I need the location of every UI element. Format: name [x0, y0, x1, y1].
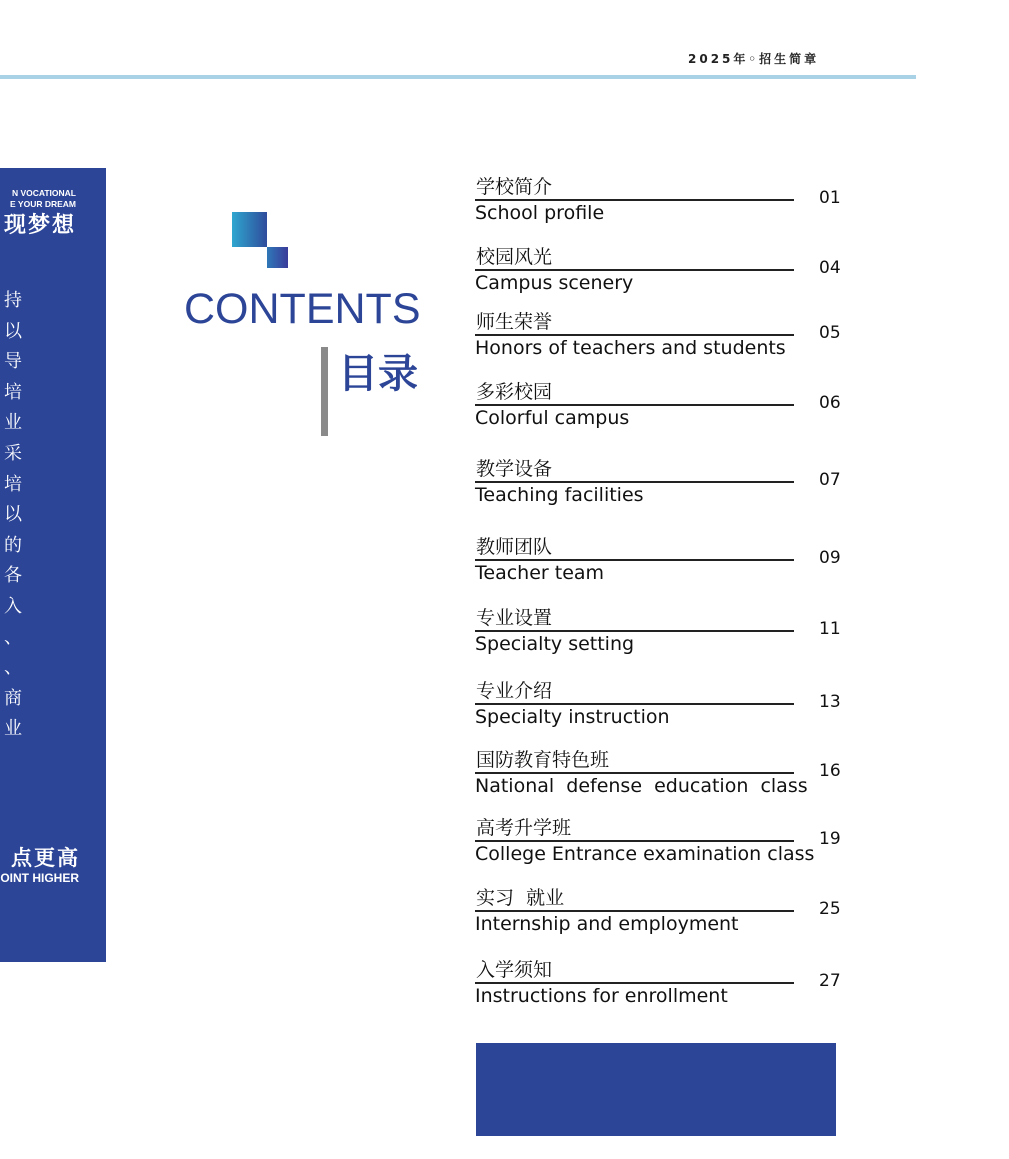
toc-entry-page: 04 — [819, 258, 841, 278]
bottom-color-block — [476, 1043, 836, 1136]
side-char: 导 — [4, 351, 22, 373]
toc-entry-chinese: 校园风光 — [476, 246, 553, 268]
toc-entry-page: 09 — [819, 548, 841, 568]
logo-small-square-icon — [267, 247, 288, 268]
side-char: 入 — [4, 595, 22, 617]
toc-entry-english: Internship and employment — [475, 913, 739, 935]
side-char: 培 — [4, 381, 22, 403]
side-bottom-slogan-chinese: 点更高 — [11, 846, 80, 870]
toc-entry-chinese: 师生荣誉 — [476, 311, 553, 333]
toc-entry-english: National defense education class — [475, 775, 808, 797]
toc-entry-english: Teaching facilities — [475, 484, 644, 506]
toc-entry-teaching-facilities[interactable] — [475, 454, 855, 518]
side-char: 、 — [4, 626, 22, 648]
toc-entry-page: 05 — [819, 323, 841, 343]
toc-entry-page: 13 — [819, 692, 841, 712]
side-slogan-english — [10, 188, 76, 210]
toc-entry-page: 01 — [819, 188, 841, 208]
toc-entry-page: 19 — [819, 829, 841, 849]
side-slogan-chinese: 现梦想 — [3, 213, 76, 238]
toc-entry-english: Campus scenery — [475, 272, 634, 294]
toc-entry-english: Instructions for enrollment — [475, 985, 728, 1007]
toc-entry-english: College Entrance examination class — [475, 843, 815, 865]
toc-entry-school-profile[interactable] — [475, 172, 855, 236]
toc-entry-teacher-team[interactable] — [475, 532, 855, 596]
toc-entry-page: 06 — [819, 393, 841, 413]
side-bottom-slogan-english: OINT HIGHER — [0, 871, 79, 885]
toc-entry-chinese: 专业介绍 — [476, 680, 553, 702]
contents-title-bar — [321, 347, 328, 436]
toc-entry-chinese: 教学设备 — [476, 458, 553, 480]
toc-entry-rule — [475, 481, 794, 483]
header-rule — [0, 75, 916, 79]
logo-square-icon — [232, 212, 267, 247]
toc-entry-page: 16 — [819, 761, 841, 781]
toc-entry-colorful-campus[interactable] — [475, 377, 855, 441]
toc-entry-chinese: 学校简介 — [476, 176, 553, 198]
side-char: 以 — [4, 320, 22, 342]
toc-entry-rule — [475, 840, 794, 842]
toc-entry-rule — [475, 199, 794, 201]
toc-entry-rule — [475, 772, 794, 774]
contents-title-chinese: 目录 — [338, 351, 418, 397]
toc-entry-rule — [475, 334, 794, 336]
toc-entry-english: Honors of teachers and students — [475, 337, 786, 359]
toc-entry-chinese: 教师团队 — [476, 536, 553, 558]
toc-entry-chinese: 专业设置 — [476, 607, 553, 629]
toc-entry-national-defense[interactable] — [475, 745, 855, 809]
side-char: 的 — [4, 534, 22, 556]
toc-entry-internship[interactable] — [475, 883, 855, 947]
toc-entry-chinese: 入学须知 — [476, 959, 553, 981]
toc-entry-english: Colorful campus — [475, 407, 630, 429]
toc-entry-rule — [475, 982, 794, 984]
toc-entry-chinese: 高考升学班 — [476, 817, 572, 839]
side-slogan-english-line-2: E YOUR DREAM — [10, 199, 76, 209]
toc-entry-rule — [475, 404, 794, 406]
toc-entry-honors[interactable] — [475, 307, 855, 371]
contents-title-english: CONTENTS — [184, 285, 421, 333]
toc-entry-page: 11 — [819, 619, 841, 639]
toc-entry-english: Teacher team — [475, 562, 605, 584]
side-panel — [0, 168, 106, 962]
toc-entry-page: 27 — [819, 971, 841, 991]
side-char: 业 — [4, 412, 22, 434]
toc-entry-rule — [475, 703, 794, 705]
side-vertical-text — [2, 286, 24, 745]
toc-entry-rule — [475, 559, 794, 561]
toc-entry-specialty-instruction[interactable] — [475, 676, 855, 740]
toc-entry-chinese: 国防教育特色班 — [476, 749, 610, 771]
toc-entry-chinese: 实习 就业 — [476, 887, 565, 909]
side-slogan-english-line-1: N VOCATIONAL — [11, 188, 76, 198]
toc-entry-campus-scenery[interactable] — [475, 242, 855, 306]
side-char: 、 — [4, 657, 22, 679]
side-char: 各 — [4, 565, 22, 587]
side-char: 采 — [4, 442, 22, 464]
side-char: 持 — [4, 290, 22, 311]
toc-entry-english: Specialty setting — [475, 633, 635, 655]
page-header-title: 2025年◦招生简章 — [688, 52, 820, 66]
toc-entry-page: 25 — [819, 899, 841, 919]
toc-entry-rule — [475, 269, 794, 271]
toc-entry-english: School profile — [475, 202, 605, 224]
side-char: 以 — [4, 504, 22, 526]
toc-entry-rule — [475, 910, 794, 912]
toc-entry-english: Specialty instruction — [475, 706, 670, 728]
toc-entry-rule — [475, 630, 794, 632]
toc-entry-page: 07 — [819, 470, 841, 490]
side-char: 培 — [4, 473, 22, 495]
side-char: 商 — [4, 687, 22, 709]
toc-entry-specialty-setting[interactable] — [475, 603, 855, 667]
toc-entry-chinese: 多彩校园 — [476, 381, 553, 403]
toc-entry-college-entrance[interactable] — [475, 813, 855, 877]
side-char: 业 — [4, 718, 22, 740]
toc-entry-enrollment[interactable] — [475, 955, 855, 1019]
